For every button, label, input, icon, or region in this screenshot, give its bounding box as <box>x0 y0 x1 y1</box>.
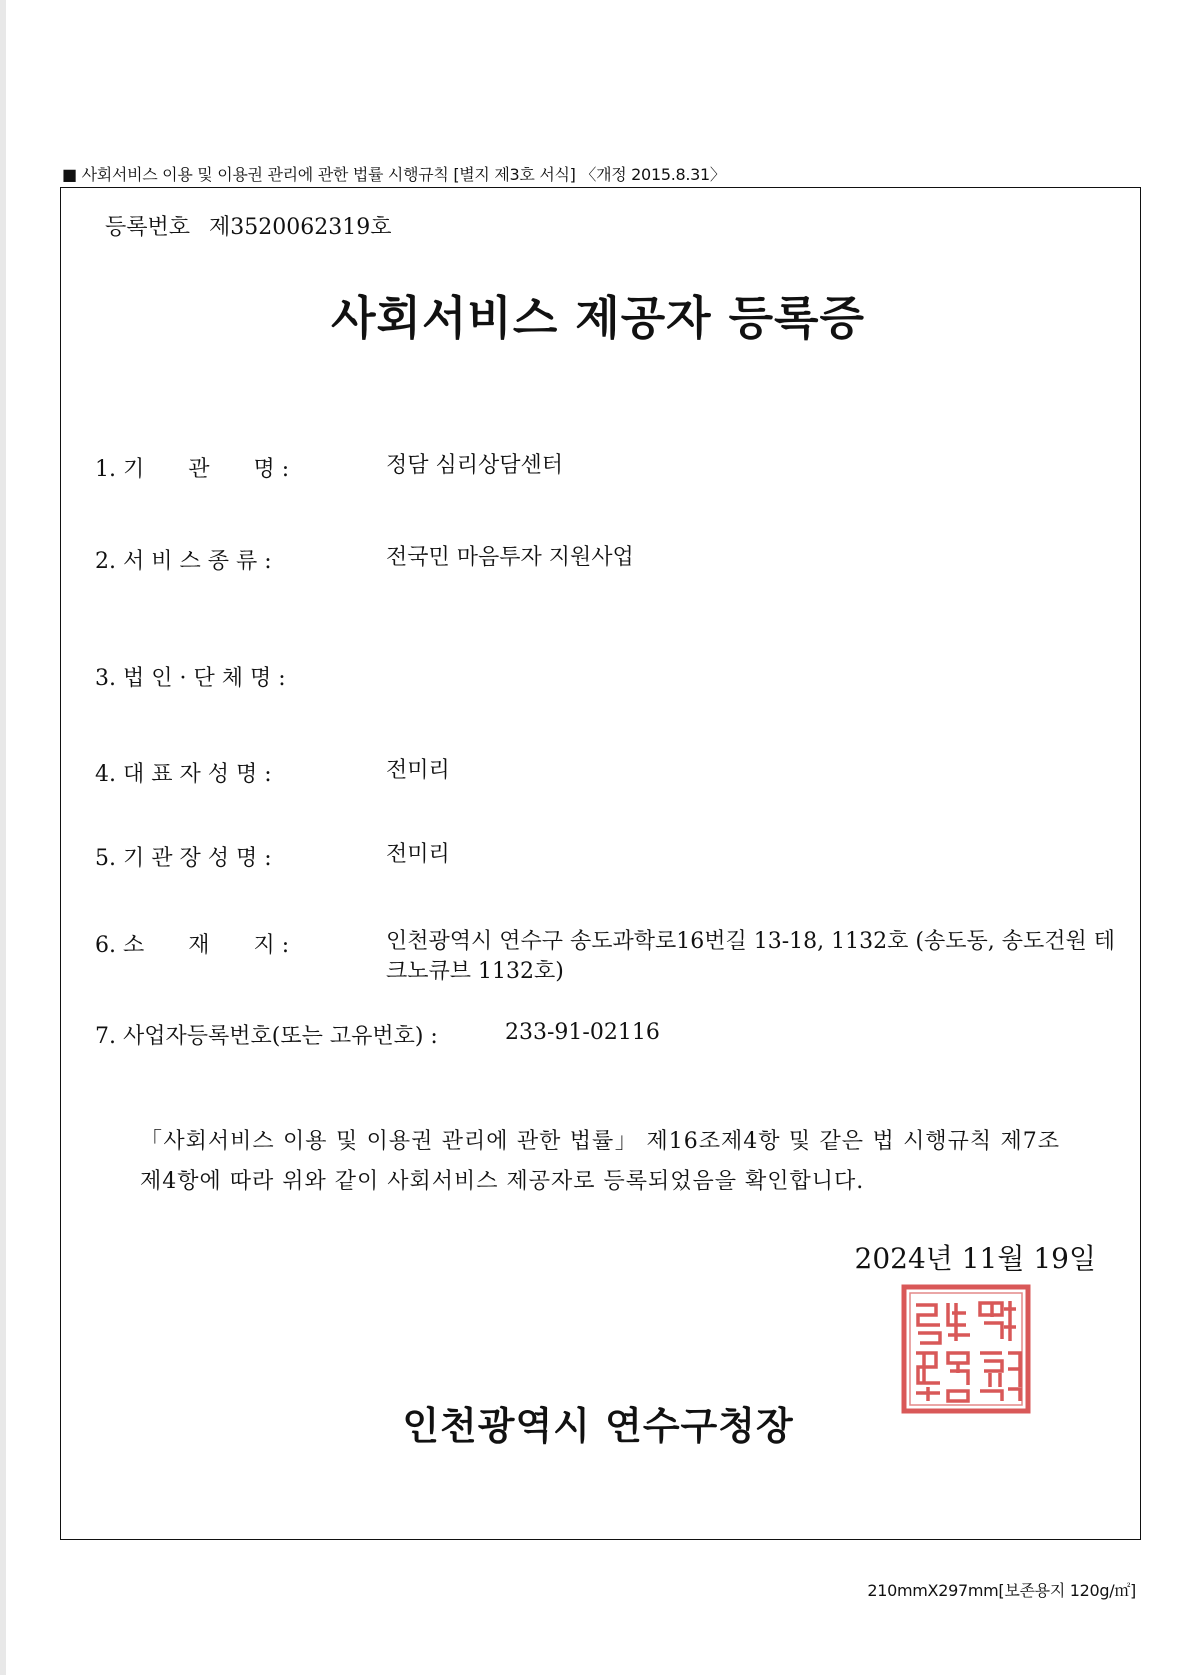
field-label: 2. 서 비 스 종 류 : <box>95 549 272 574</box>
issuing-authority: 인천광역시 연수구청장 <box>402 1404 794 1448</box>
field-label: 3. 법 인 · 단 체 명 : <box>95 666 286 691</box>
field-label: 6. 소 재 지 : <box>95 933 290 958</box>
field-label: 5. 기 관 장 성 명 : <box>95 846 272 871</box>
field-value: 전미리 <box>386 758 450 783</box>
field-label: 7. 사업자등록번호(또는 고유번호) : <box>95 1024 438 1049</box>
issue-date: 2024년 11월 19일 <box>854 1242 1096 1275</box>
field-service-type <box>95 544 385 575</box>
field-value: 전국민 마음투자 지원사업 <box>386 545 634 570</box>
registration-value: 제3520062319호 <box>209 215 392 240</box>
field-value: 233-91-02116 <box>505 1020 660 1045</box>
field-corporation-name <box>95 661 385 692</box>
field-value: 정담 심리상담센터 <box>386 453 564 478</box>
field-location <box>95 928 385 959</box>
certification-statement: 「사회서비스 이용 및 이용권 관리에 관한 법률」 제16조제4항 및 같은 법 시행규칙 제7조제4항에 따라 위와 같이 사회서비스 제공자로 등록되었음을 확인합니다. <box>140 1129 1060 1194</box>
field-director-name <box>95 841 385 872</box>
registration-label: 등록번호 <box>105 215 191 240</box>
field-representative-name <box>95 757 385 788</box>
field-institution-name <box>95 452 385 483</box>
field-label: 4. 대 표 자 성 명 : <box>95 762 272 787</box>
field-business-number <box>95 1019 438 1050</box>
field-value: 전미리 <box>386 842 450 867</box>
field-label: 1. 기 관 명 : <box>95 457 290 482</box>
certificate-title: 사회서비스 제공자 등록증 <box>331 291 865 345</box>
field-value: 인천광역시 연수구 송도과학로16번길 13-18, 1132호 (송도동, 송도건원 테크노큐브 1132호) <box>386 929 1115 984</box>
paper-specification: 210mmX297mm[보존용지 120g/㎡] <box>867 1581 1136 1600</box>
form-reference: ■ 사회서비스 이용 및 이용권 관리에 관한 법률 시행규칙 [별지 제3호 서식] 〈개정 2015.8.31〉 <box>62 165 726 184</box>
registration-number <box>105 210 392 241</box>
